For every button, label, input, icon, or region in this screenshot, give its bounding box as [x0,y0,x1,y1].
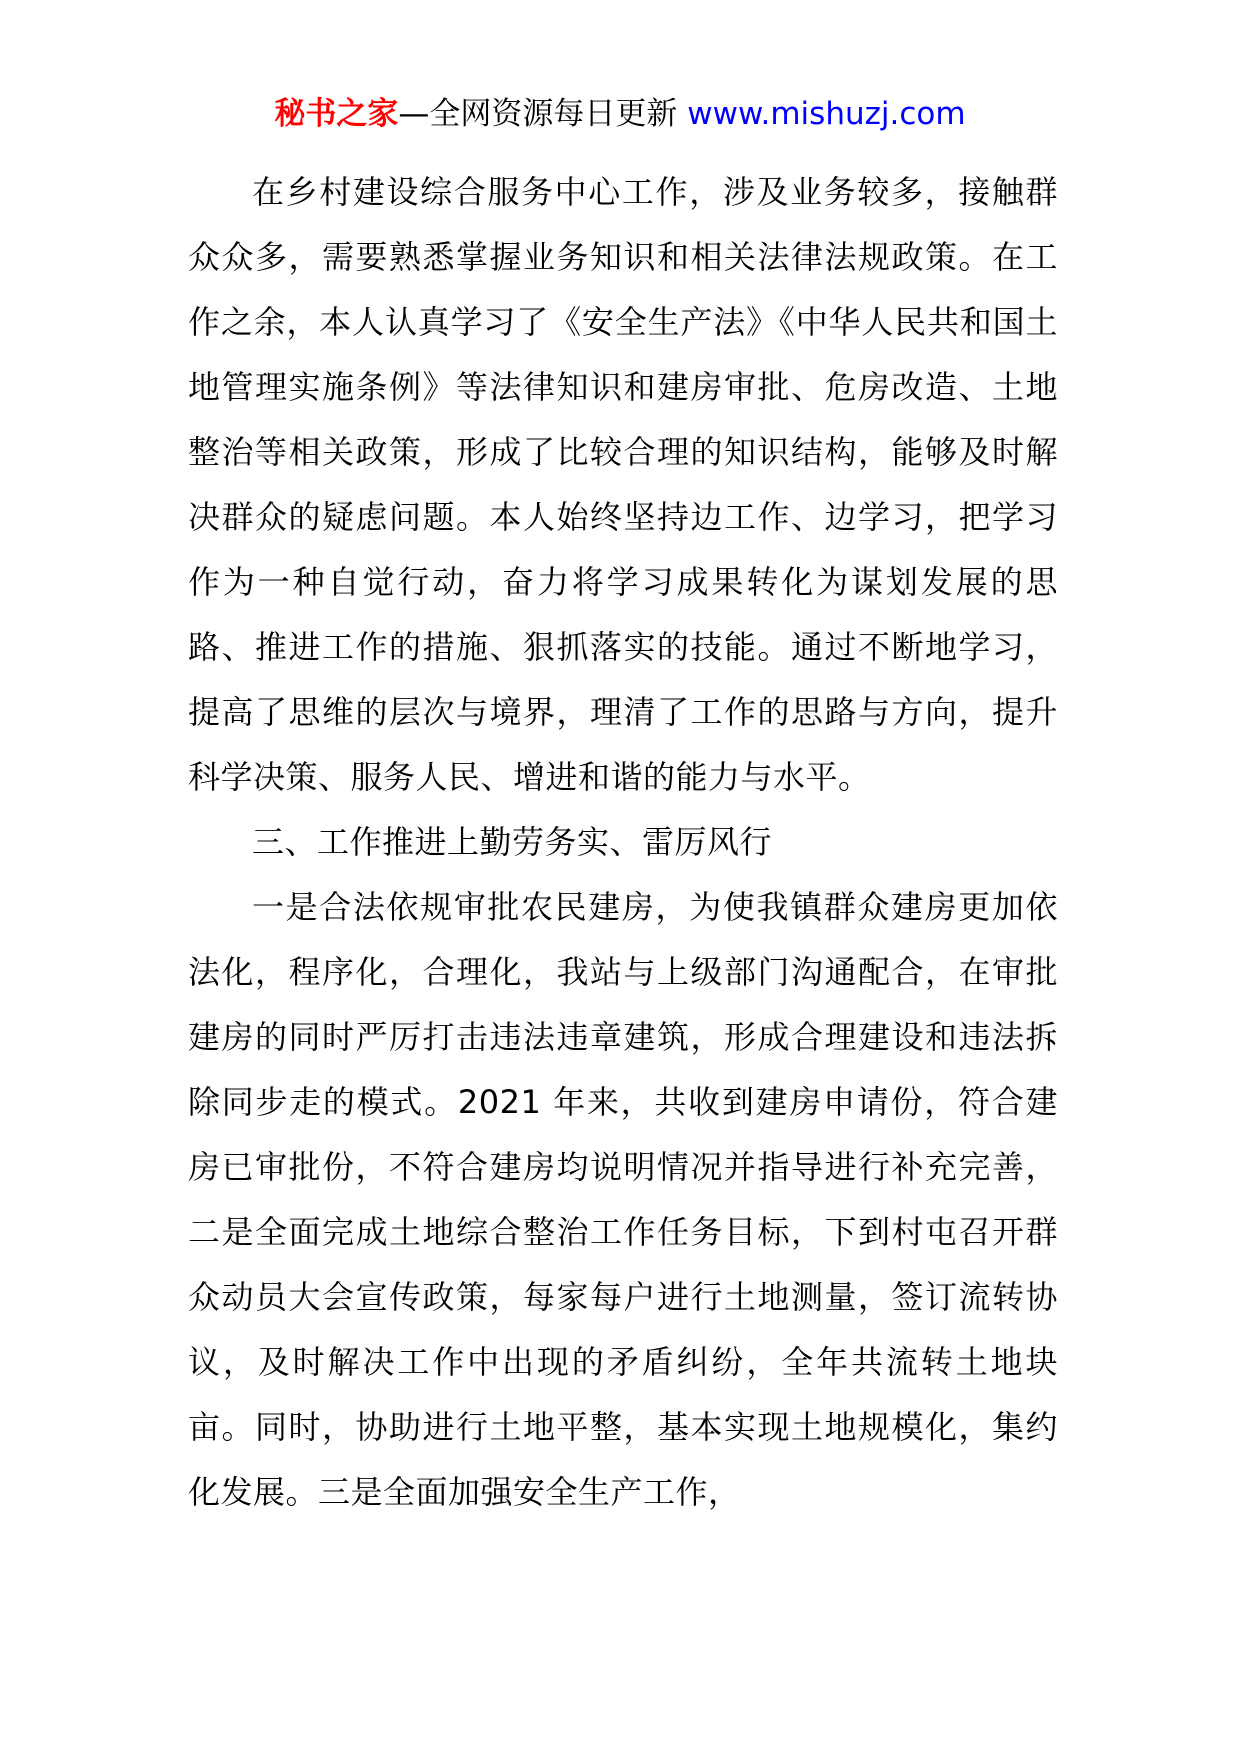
section-heading-work-progress: 三、工作推进上勤劳务实、雷厉风行 [252,823,773,861]
site-header [0,94,1240,134]
site-url-link[interactable]: www.mishuzj.com [687,96,966,132]
paragraph-work-details: 一是合法依规审批农民建房，为使我镇群众建房更加依法化，程序化，合理化，我站与上级部门沟通配合，在审批建房的同时严厉打击违法违章建筑，形成合理建设和违法拆除同步走的模式。2021 年来，共收到建房申请份，符合建房已审批份，不符合建房均说明情况并指导进行补充完善，二是全面完成土地综合整治工作任务目标，下到村屯召开群众动员大会宣传政策，每家每户进行土地测量，签订流转协议，及时解决工作中出现的矛盾纠纷，全年共流转土地块亩。同时，协助进行土地平整，基本实现土地规模化，集约化发展。三是全面加强安全生产工作， [188,888,1058,1511]
site-tagline: —全网资源每日更新 [398,96,678,132]
site-brand: 秘书之家 [274,96,399,132]
document-body [188,160,1058,1525]
paragraph-study: 在乡村建设综合服务中心工作，涉及业务较多，接触群众众多，需要熟悉掌握业务知识和相关法律法规政策。在工作之余，本人认真学习了《安全生产法》《中华人民共和国土地管理实施条例》等法律知识和建房审批、危房改造、土地整治等相关政策，形成了比较合理的知识结构，能够及时解决群众的疑虑问题。本人始终坚持边工作、边学习，把学习作为一种自觉行动，奋力将学习成果转化为谋划发展的思路、推进工作的措施、狠抓落实的技能。通过不断地学习，提高了思维的层次与境界，理清了工作的思路与方向，提升科学决策、服务人民、增进和谐的能力与水平。 [188,173,1058,796]
